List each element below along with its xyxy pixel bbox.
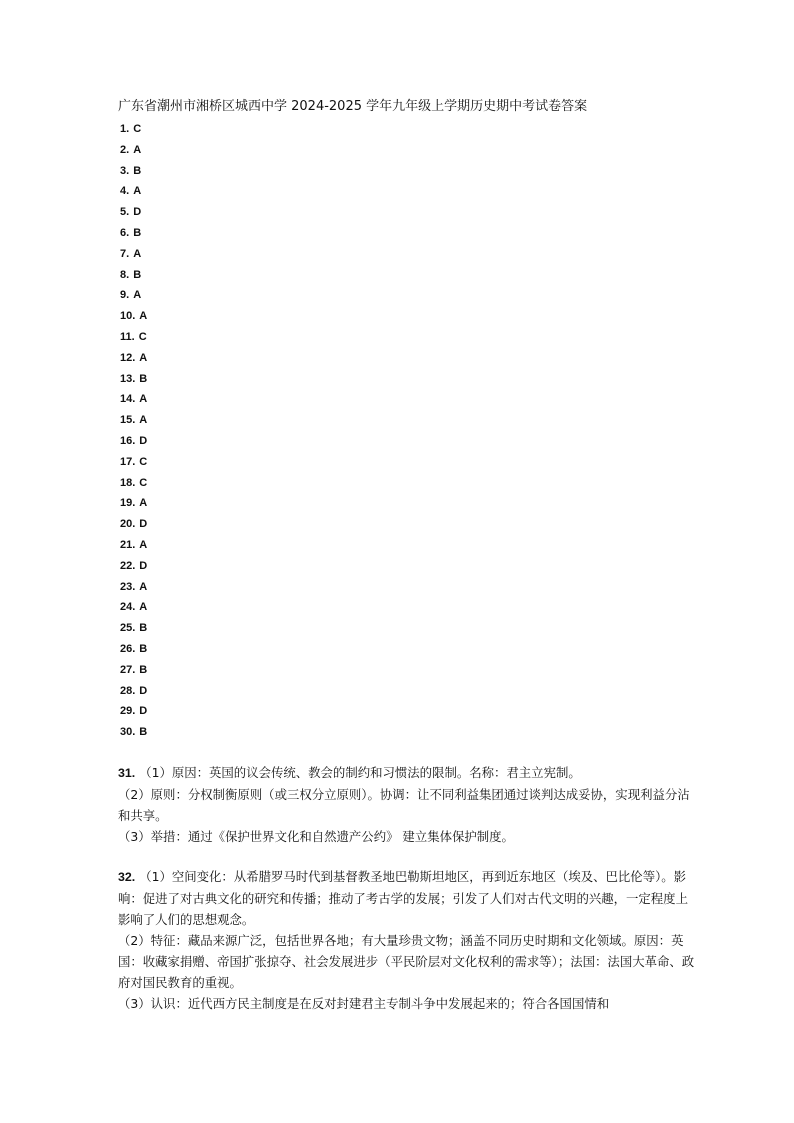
answer-item [120,202,147,223]
answer-number: 17. [120,455,136,468]
answer-item [120,348,147,369]
answer-item [120,265,147,286]
answer-list [120,119,147,743]
answer-item [120,244,147,265]
answer-choice: C [133,123,142,135]
answer-number: 5. [120,206,130,219]
answer-item [120,140,147,161]
answer-number: 14. [120,393,136,406]
answer-item [120,327,147,348]
answer-number: 3. [120,164,130,177]
answer-number: 28. [120,684,136,697]
answer-number: 7. [120,247,130,260]
answer-choice: B [139,372,148,385]
answer-item [120,556,147,577]
answer-number: 13. [120,372,136,385]
answer-item [120,514,147,535]
answer-choice: C [138,330,147,343]
answer-choice: C [139,476,148,489]
answer-choice: A [133,143,142,156]
answer-item [120,410,147,431]
answer-number: 23. [120,580,136,593]
answer-number: 11. [120,330,135,343]
answer-choice: D [139,705,148,718]
answer-number: 24. [120,601,136,614]
answer-item [120,285,147,306]
answer-item [120,452,147,473]
answer-item [120,701,147,722]
answer-choice: A [139,601,148,614]
answer-choice: B [139,726,148,739]
answer-choice: A [139,351,148,364]
answer-choice: A [139,393,148,406]
answer-item [120,535,147,556]
answer-choice: B [133,268,142,281]
answer-item [120,722,147,743]
question-32-part-2: （2）特征：藏品来源广泛，包括世界各地；有大量珍贵文物；涵盖不同历史时期和文化领域。原因：英国：收藏家捐赠、帝国扩张掠夺、社会发展进步（平民阶层对文化权利的需求等）；法国：法国大革命、政府对国民教育的重视。 [118,933,695,990]
answer-item [120,639,147,660]
answer-choice: A [139,310,148,323]
answer-item [120,618,147,639]
answer-choice: C [139,455,148,468]
answer-choice: A [139,414,148,427]
answer-item [120,306,147,327]
answer-number: 22. [120,559,136,572]
question-31 [118,762,698,847]
answer-choice: A [139,580,148,593]
question-32 [118,866,698,1014]
answer-choice: D [139,518,148,531]
answer-choice: D [139,559,148,572]
question-31-part-2: （2）原则：分权制衡原则（或三权分立原则）。协调：让不同利益集团通过谈判达成妥协，实现利益分沾和共享。 [118,787,690,823]
answer-number: 4. [120,185,130,198]
answer-item [120,223,147,244]
answer-item [120,161,147,182]
answer-number: 30. [120,726,136,739]
answer-choice: A [139,497,148,510]
answer-item [120,473,147,494]
answer-item [120,681,147,702]
answer-choice: B [133,164,142,177]
answer-choice: B [139,622,148,635]
answer-number: 1. [120,123,130,135]
answer-item [120,119,147,140]
answer-number: 26. [120,642,136,655]
answer-number: 8. [120,268,130,281]
question-32-part-1: 32. （1）空间变化：从希腊罗马时代到基督教圣地巴勒斯坦地区，再到近东地区（埃及、巴比伦等）。影响：促进了对古典文化的研究和传播；推动了考古学的发展；引发了人们对古代文明的兴趣，一定程度上影响了人们的思想观念。 [118,869,688,927]
answer-choice: D [139,684,148,697]
answer-choice: A [133,289,142,302]
answer-number: 29. [120,705,136,718]
answer-number: 10. [120,310,136,323]
answer-item [120,369,147,390]
answer-number: 19. [120,497,136,510]
answer-number: 16. [120,434,136,447]
answer-number: 18. [120,476,136,489]
answer-number: 27. [120,663,136,676]
answer-item [120,597,147,618]
answer-choice: B [139,642,148,655]
answer-number: 6. [120,226,130,239]
answer-number: 15. [120,414,136,427]
question-31-part-1: 31. （1）原因：英国的议会传统、教会的制约和习惯法的限制。名称：君主立宪制。 [118,765,581,780]
answer-number: 2. [120,143,130,156]
answer-choice: A [139,538,148,551]
document-title: 广东省潮州市湘桥区城西中学 2024-2025 学年九年级上学期历史期中考试卷答案 [118,99,588,114]
answer-number: 20. [120,518,136,531]
answer-number: 25. [120,622,136,635]
answer-choice: A [133,185,142,198]
answer-item [120,431,147,452]
answer-item [120,493,147,514]
answer-choice: B [139,663,148,676]
question-32-part-3: （3）认识：近代西方民主制度是在反对封建君主专制斗争中发展起来的；符合各国国情和 [118,996,610,1011]
question-31-part-3: （3）举措：通过《保护世界文化和自然遗产公约》 建立集体保护制度。 [118,829,514,844]
answer-choice: D [133,206,142,219]
answer-item [120,389,147,410]
answer-choice: D [139,434,148,447]
answer-choice: B [133,226,142,239]
answer-number: 12. [120,351,136,364]
answer-number: 21. [120,538,136,551]
answer-item [120,577,147,598]
answer-item [120,660,147,681]
answer-number: 9. [120,289,130,302]
answer-item [120,181,147,202]
answer-choice: A [133,247,142,260]
